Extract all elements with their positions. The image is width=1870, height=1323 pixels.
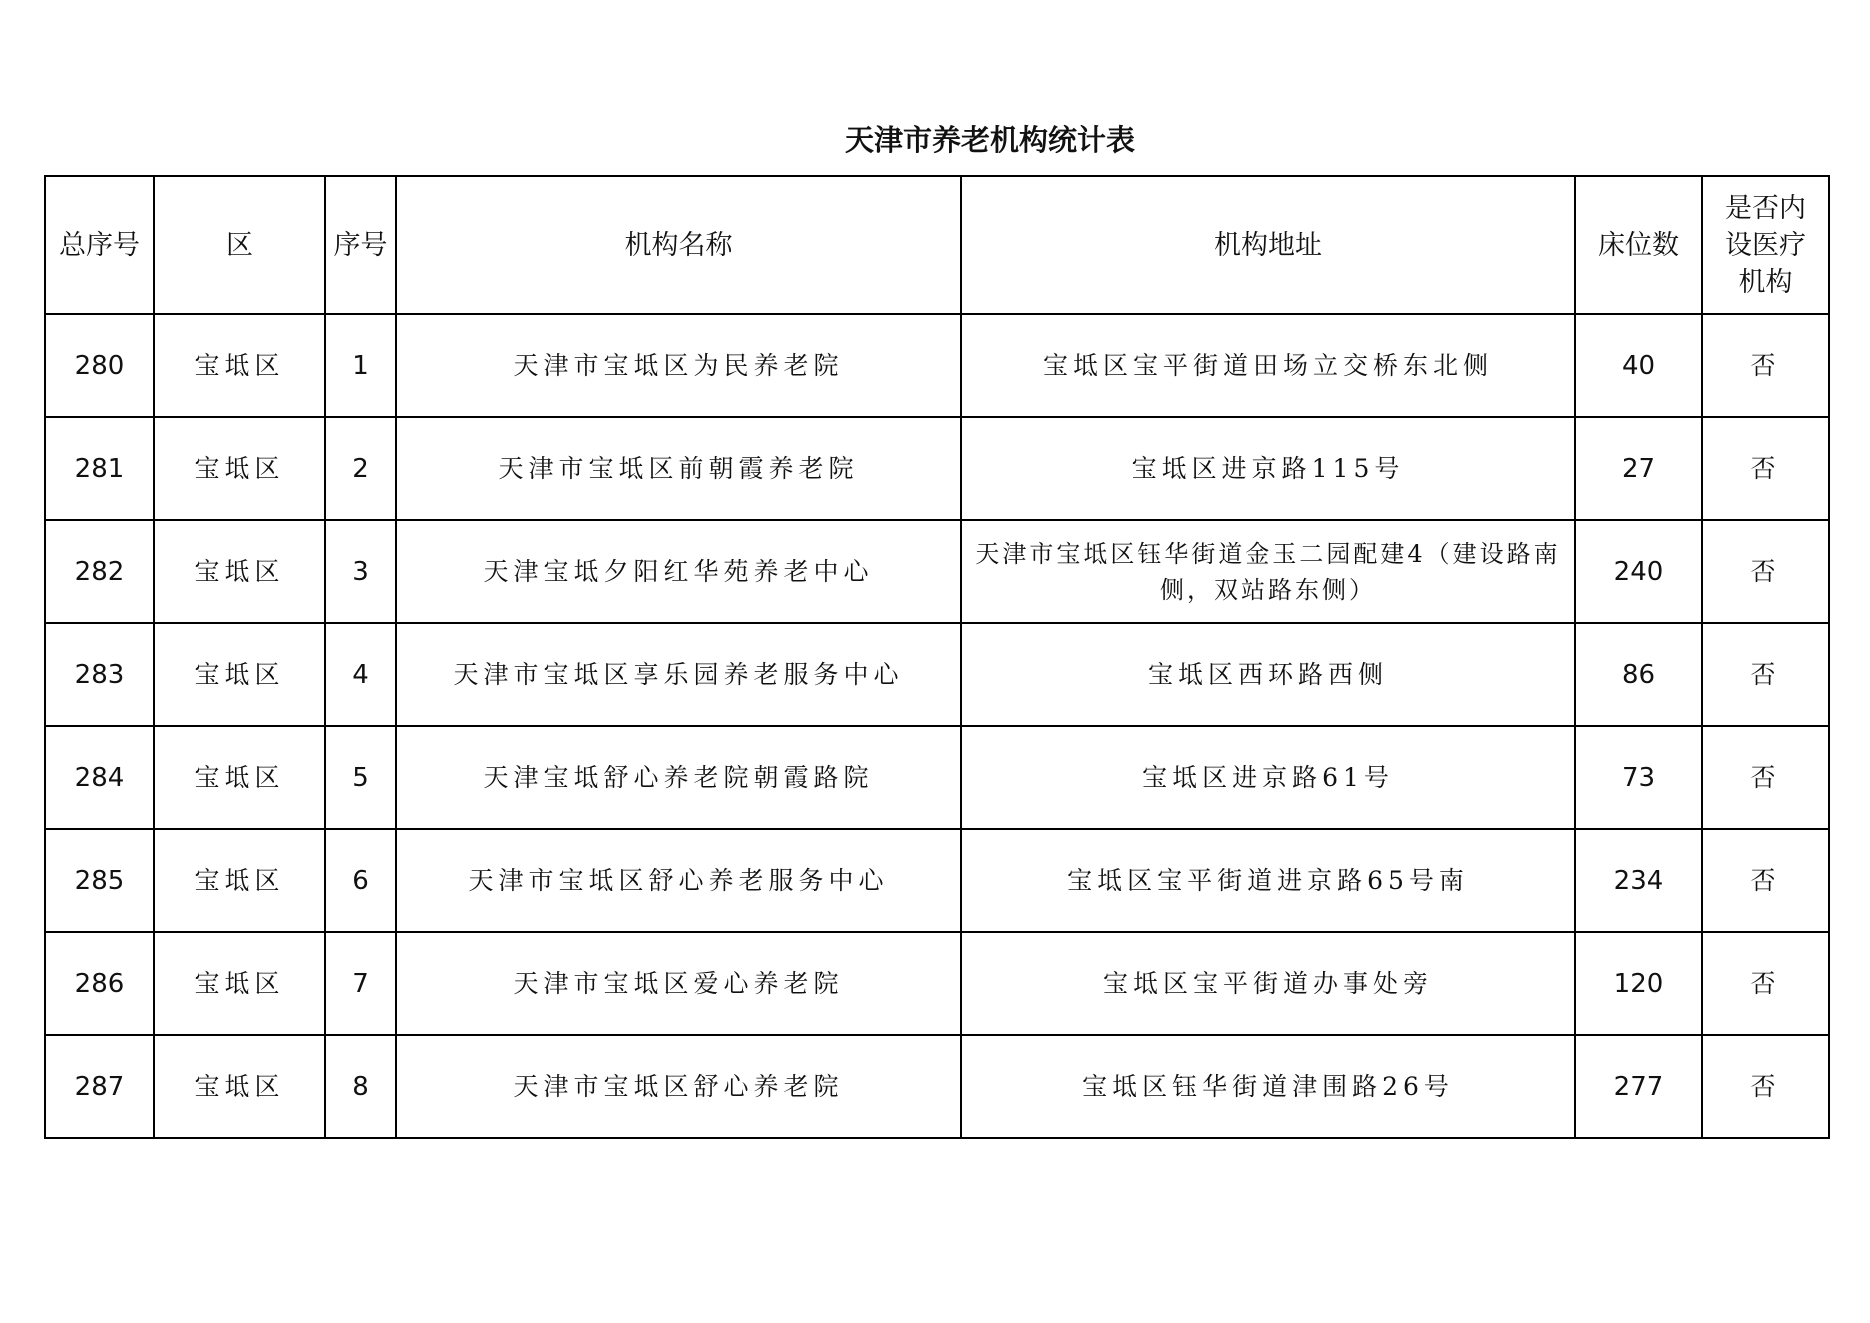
cell-beds: 240 [1575,520,1702,623]
header-total-no: 总序号 [45,176,154,314]
header-address: 机构地址 [961,176,1575,314]
table-row [45,932,1829,1035]
table-row [45,623,1829,726]
cell-name: 天津市宝坻区享乐园养老服务中心 [396,623,961,726]
cell-beds: 277 [1575,1035,1702,1138]
cell-no: 8 [325,1035,396,1138]
header-medical-label: 是否内设医疗机构 [1725,192,1806,298]
cell-no: 5 [325,726,396,829]
cell-medical: 否 [1702,623,1829,726]
cell-total-no: 284 [45,726,154,829]
header-name: 机构名称 [396,176,961,314]
cell-name: 天津市宝坻区前朝霞养老院 [396,417,961,520]
table-row [45,726,1829,829]
cell-beds: 86 [1575,623,1702,726]
cell-medical: 否 [1702,932,1829,1035]
elderly-care-institutions-table [44,175,1830,1139]
cell-total-no: 280 [45,314,154,417]
cell-name: 天津市宝坻区舒心养老服务中心 [396,829,961,932]
cell-beds: 27 [1575,417,1702,520]
cell-beds: 234 [1575,829,1702,932]
header-no: 序号 [325,176,396,314]
cell-beds: 40 [1575,314,1702,417]
cell-no: 1 [325,314,396,417]
cell-medical: 否 [1702,520,1829,623]
cell-district: 宝坻区 [154,1035,325,1138]
cell-beds: 73 [1575,726,1702,829]
cell-name: 天津宝坻夕阳红华苑养老中心 [396,520,961,623]
table-row [45,417,1829,520]
cell-total-no: 285 [45,829,154,932]
cell-total-no: 287 [45,1035,154,1138]
cell-no: 6 [325,829,396,932]
cell-address: 宝坻区钰华街道津围路26号 [961,1035,1575,1138]
header-district: 区 [154,176,325,314]
cell-name: 天津市宝坻区舒心养老院 [396,1035,961,1138]
cell-total-no: 283 [45,623,154,726]
cell-district: 宝坻区 [154,829,325,932]
cell-address: 宝坻区西环路西侧 [961,623,1575,726]
table-row [45,829,1829,932]
cell-district: 宝坻区 [154,520,325,623]
cell-medical: 否 [1702,726,1829,829]
cell-medical: 否 [1702,417,1829,520]
cell-address: 宝坻区宝平街道田场立交桥东北侧 [961,314,1575,417]
cell-address: 宝坻区宝平街道进京路65号南 [961,829,1575,932]
header-medical [1702,176,1829,314]
cell-district: 宝坻区 [154,623,325,726]
cell-no: 7 [325,932,396,1035]
cell-district: 宝坻区 [154,726,325,829]
cell-address: 宝坻区进京路61号 [961,726,1575,829]
cell-name: 天津宝坻舒心养老院朝霞路院 [396,726,961,829]
cell-address: 天津市宝坻区钰华街道金玉二园配建4（建设路南侧，双站路东侧） [961,520,1575,623]
cell-district: 宝坻区 [154,932,325,1035]
cell-address: 宝坻区宝平街道办事处旁 [961,932,1575,1035]
cell-name: 天津市宝坻区为民养老院 [396,314,961,417]
header-beds: 床位数 [1575,176,1702,314]
document-title: 天津市养老机构统计表 [844,123,1135,157]
table-row [45,520,1829,623]
cell-medical: 否 [1702,1035,1829,1138]
cell-total-no: 286 [45,932,154,1035]
table-row [45,314,1829,417]
cell-district: 宝坻区 [154,314,325,417]
cell-medical: 否 [1702,314,1829,417]
cell-address: 宝坻区进京路115号 [961,417,1575,520]
cell-total-no: 282 [45,520,154,623]
cell-name: 天津市宝坻区爱心养老院 [396,932,961,1035]
cell-no: 4 [325,623,396,726]
table-header-row [45,176,1829,314]
cell-district: 宝坻区 [154,417,325,520]
cell-no: 2 [325,417,396,520]
cell-no: 3 [325,520,396,623]
cell-medical: 否 [1702,829,1829,932]
cell-total-no: 281 [45,417,154,520]
cell-beds: 120 [1575,932,1702,1035]
table-row [45,1035,1829,1138]
